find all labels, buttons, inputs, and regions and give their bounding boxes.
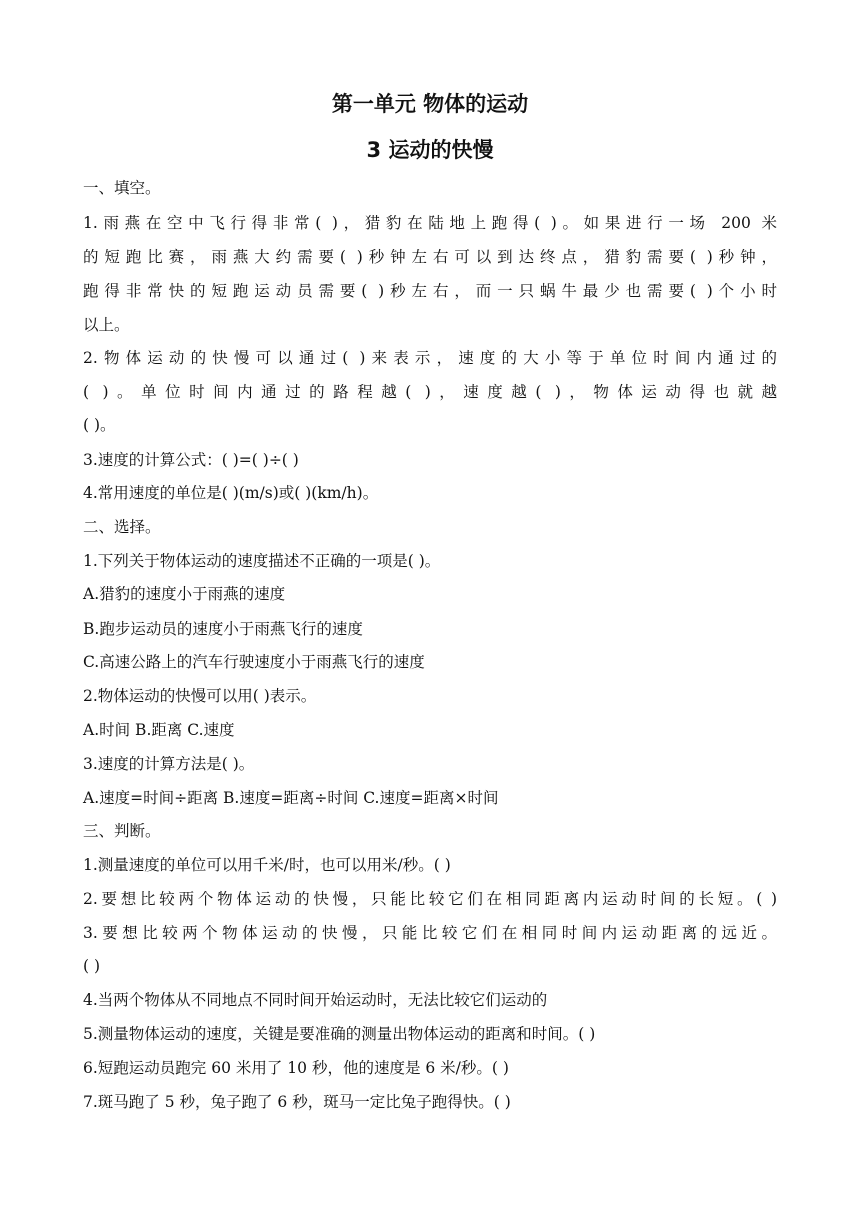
section-heading-fill-in: 一、填空。 — [83, 179, 161, 197]
question-line: 跑得非常快的短跑运动员需要( )秒左右，而一只蜗牛最少也需要( )个小时 — [83, 282, 777, 300]
section-heading-choice: 二、选择。 — [83, 518, 161, 536]
question-line: 1.测量速度的单位可以用千米/时，也可以用米/秒。( ) — [83, 856, 451, 874]
question-line: 3.要想比较两个物体运动的快慢，只能比较它们在相同时间内运动距离的远近。 — [83, 924, 777, 942]
section-heading-judge: 三、判断。 — [83, 822, 161, 840]
question-line: ( ) — [83, 957, 101, 975]
question-line: 7.斑马跑了 5 秒，兔子跑了 6 秒，斑马一定比兔子跑得快。( ) — [83, 1093, 511, 1111]
unit-title: 第一单元 物体的运动 — [331, 92, 529, 116]
option-line: A.猎豹的速度小于雨燕的速度 — [83, 585, 286, 603]
question-line: 2.要想比较两个物体运动的快慢，只能比较它们在相同距离内运动时间的长短。( ) — [83, 890, 777, 908]
question-line: ( )。单位时间内通过的路程越( )，速度越( )，物体运动得也就越 — [83, 383, 777, 401]
question-line: 3.速度的计算方法是( )。 — [83, 755, 255, 773]
lesson-title: 3 运动的快慢 — [366, 138, 494, 162]
question-line: 4.当两个物体从不同地点不同时间开始运动时，无法比较它们运动的 — [83, 991, 548, 1009]
option-line: A.时间 B.距离 C.速度 — [83, 721, 235, 739]
question-line: 1.雨燕在空中飞行得非常( )，猎豹在陆地上跑得( )。如果进行一场 200 米 — [83, 214, 777, 232]
question-line: 以上。 — [83, 316, 130, 334]
question-line: 5.测量物体运动的速度，关键是要准确的测量出物体运动的距离和时间。( ) — [83, 1025, 596, 1043]
question-line: ( )。 — [83, 416, 116, 434]
question-line: 4.常用速度的单位是( )(m/s)或( )(km/h)。 — [83, 484, 379, 502]
question-line: 2.物体运动的快慢可以通过( )来表示，速度的大小等于单位时间内通过的 — [83, 349, 777, 367]
option-line: A.速度=时间÷距离 B.速度=距离÷时间 C.速度=距离×时间 — [83, 789, 499, 807]
option-line: C.高速公路上的汽车行驶速度小于雨燕飞行的速度 — [83, 653, 425, 671]
option-line: B.跑步运动员的速度小于雨燕飞行的速度 — [83, 620, 363, 638]
question-line: 的短跑比赛，雨燕大约需要( )秒钟左右可以到达终点，猎豹需要( )秒钟， — [83, 248, 777, 266]
question-line: 3.速度的计算公式：( )=( )÷( ) — [83, 451, 299, 469]
question-line: 2.物体运动的快慢可以用( )表示。 — [83, 687, 317, 705]
question-line: 6.短跑运动员跑完 60 米用了 10 秒，他的速度是 6 米/秒。( ) — [83, 1059, 509, 1077]
question-line: 1.下列关于物体运动的速度描述不正确的一项是( )。 — [83, 552, 441, 570]
